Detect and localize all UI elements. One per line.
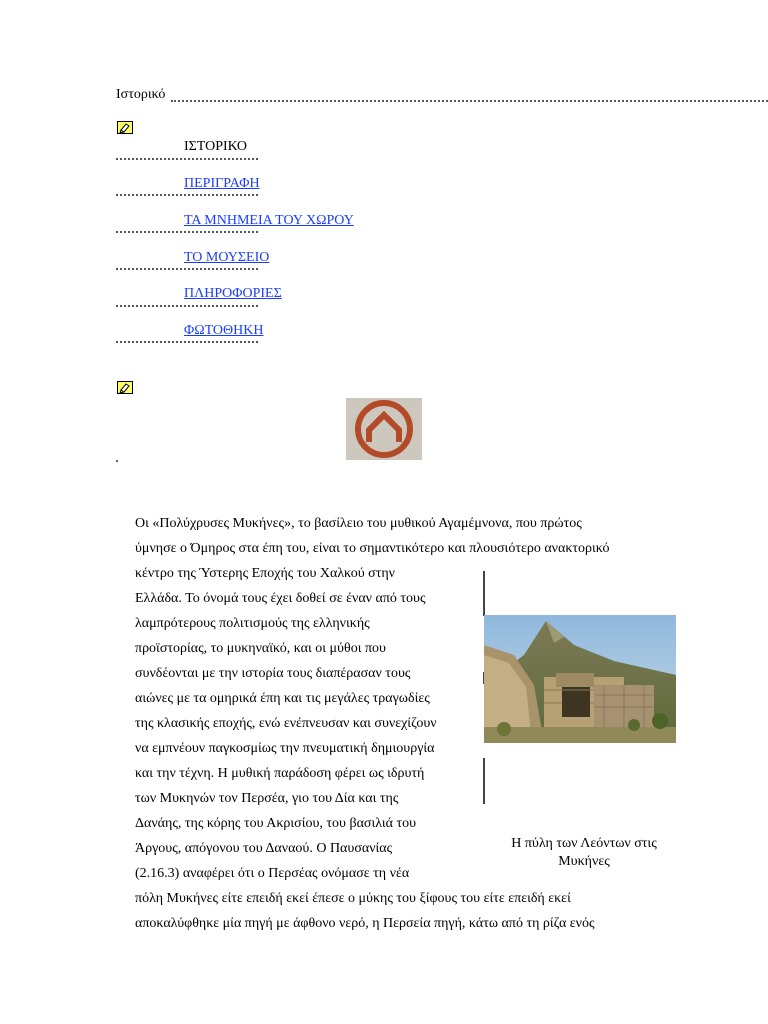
body-text-line: πόλη Μυκήνες είτε επειδή εκεί έπεσε ο μύκης του ξίφους του είτε επειδή εκεί	[135, 891, 571, 906]
world-heritage-emblem-icon	[346, 398, 422, 460]
body-text-line: αποκαλύφθηκε μία πηγή με άφθονο νερό, η Περσεία πηγή, κάτω από τη ρίζα ενός	[135, 916, 595, 931]
body-text-line: των Μυκηνών τον Περσέα, γιο του Δία και της	[135, 791, 399, 806]
nav-dotted-rule	[116, 194, 258, 196]
nav-link-mnimeia[interactable]: ΤΑ ΜΝΗΜΕΙΑ ΤΟΥ ΧΩΡΟΥ	[184, 213, 354, 228]
body-text-line: αιώνες με τα ομηρικά έπη και τις μεγάλες τραγωδίες	[135, 691, 430, 706]
edit-page-icon[interactable]	[117, 381, 133, 394]
nav-dotted-rule	[116, 305, 258, 307]
nav-dotted-rule	[116, 341, 258, 343]
body-text-line: και την τέχνη. Η μυθική παράδοση φέρει ως ιδρυτή	[135, 766, 425, 781]
nav-dotted-rule	[116, 268, 258, 270]
edit-page-icon[interactable]	[117, 121, 133, 134]
photo-caption: Η πύλη των Λεόντων στις Μυκήνες	[511, 836, 657, 869]
nav-dotted-rule	[116, 231, 258, 233]
body-text-line: Ελλάδα. Το όνομά τους έχει δοθεί σε έναν από τους	[135, 591, 426, 606]
body-text-line: λαμπρότερους πολιτισμούς της ελληνικής	[135, 616, 370, 631]
page-title: Ιστορικό	[116, 87, 166, 102]
body-text-line: συνδέονται με την ιστορία τους διαπέρασαν τους	[135, 666, 411, 681]
body-text-line: προϊστορίας, το μυκηναϊκό, και οι μύθοι που	[135, 641, 386, 656]
body-text-line: ύμνησε ο Όμηρος στα έπη του, είναι το σημαντικότερο και πλουσιότερο ανακτορικό	[135, 541, 610, 556]
lion-gate-photo	[484, 615, 676, 743]
nav-link-mouseio[interactable]: ΤΟ ΜΟΥΣΕΙΟ	[184, 250, 270, 265]
body-text-line: να εμπνέουν παγκοσμίως την πνευματική δημιουργία	[135, 741, 435, 756]
nav-dotted-rule	[116, 158, 258, 160]
frame-rule	[483, 758, 485, 804]
nav-link-fototheki[interactable]: ΦΩΤΟΘΗΚΗ	[184, 323, 264, 338]
nav-link-perigrafi[interactable]: ΠΕΡΙΓΡΑΦΗ	[184, 176, 260, 191]
separator-dot	[116, 460, 118, 462]
body-text-line: Άργους, απόγονου του Δαναού. Ο Παυσανίας	[135, 841, 393, 856]
nav-item-historiko: ΙΣΤΟΡΙΚΟ	[184, 139, 247, 154]
body-text-line: κέντρο της Ύστερης Εποχής του Χαλκού στην	[135, 566, 395, 581]
world-heritage-emblem	[346, 398, 422, 460]
body-text-line: (2.16.3) αναφέρει ότι ο Περσέας ονόμασε τη νέα	[135, 866, 410, 881]
nav-link-plirofories[interactable]: ΠΛΗΡΟΦΟΡΙΕΣ	[184, 286, 282, 301]
body-text-line: Δανάης, της κόρης του Ακρισίου, του βασιλιά του	[135, 816, 417, 831]
body-text-line: Οι «Πολύχρυσες Μυκήνες», το βασίλειο του μυθικού Αγαμέμνονα, που πρώτος	[135, 516, 582, 531]
body-text-line: της κλασικής εποχής, ενώ ενέπνευσαν και συνεχίζουν	[135, 716, 437, 731]
frame-rule	[483, 571, 485, 616]
title-dotted-rule	[171, 100, 768, 102]
